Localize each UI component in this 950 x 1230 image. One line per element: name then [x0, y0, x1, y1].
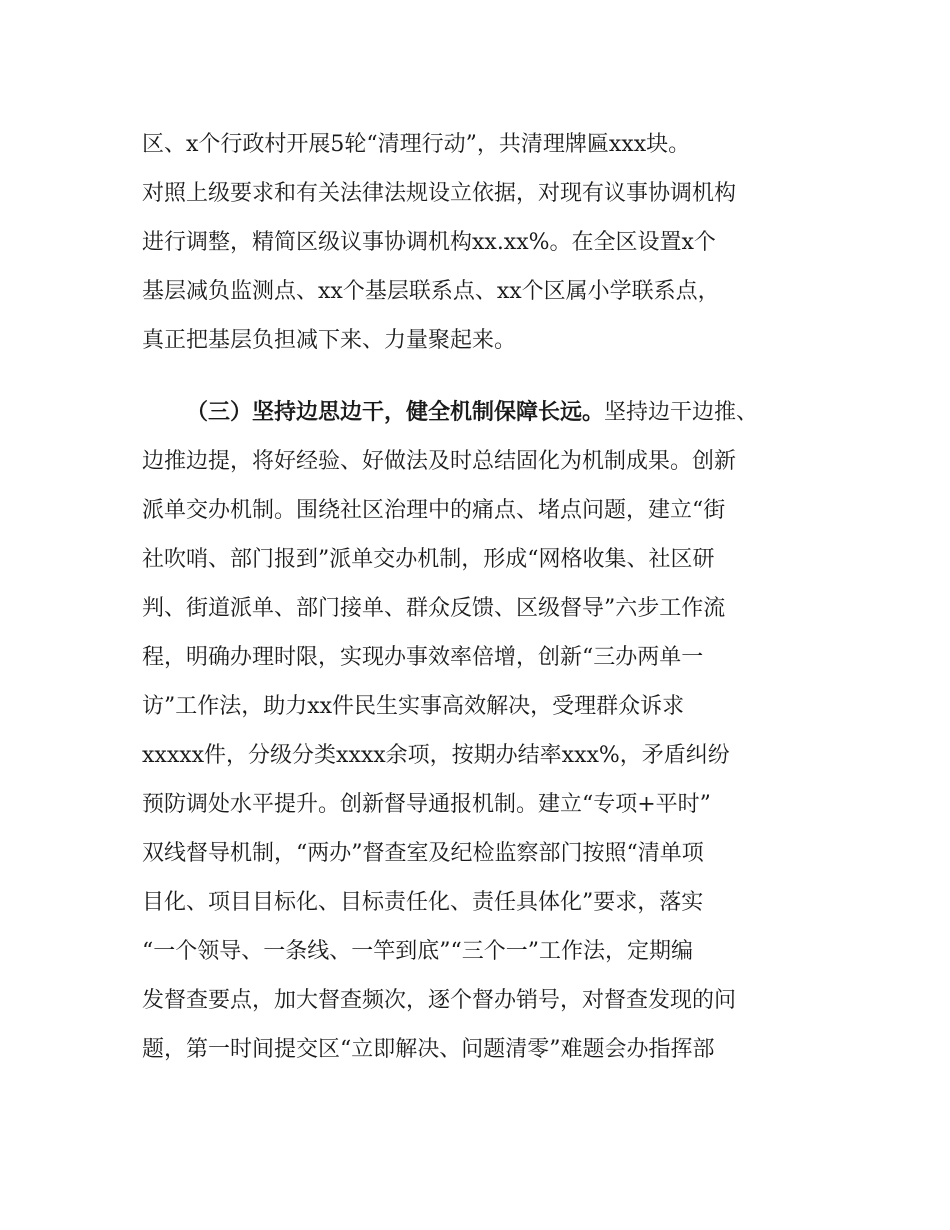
text-line: 进行调整，精简区级议事协调机构xx.xx%。在全区设置x个 [142, 230, 716, 255]
text-line: 判、街道派单、部门接单、群众反馈、区级督导”六步工作流 [142, 596, 726, 621]
heading-continuation: 坚持边干边推、 [604, 400, 759, 425]
text-line: 预防调处水平提升。创新督导通报机制。建立“专项+平时” [142, 792, 711, 817]
text-line: 程，明确办理时限，实现办事效率倍增，创新“三办两单一 [142, 645, 704, 670]
paragraph-2-first-line [142, 388, 822, 437]
text-line: 区、x个行政村开展5轮“清理行动”，共清理牌匾xxx块。 [142, 132, 691, 157]
paragraph-1 [142, 120, 822, 365]
document-body [142, 120, 822, 1074]
text-line: 派单交办机制。围绕社区治理中的痛点、堵点问题，建立“街 [142, 498, 726, 523]
text-line: 基层减负监测点、xx个基层联系点、xx个区属小学联系点， [142, 279, 720, 304]
text-line: 真正把基层负担减下来、力量聚起来。 [142, 328, 517, 353]
text-line: 社吹哨、部门报到”派单交办机制，形成“网格收集、社区研 [142, 547, 715, 572]
paragraph-2 [142, 388, 822, 1074]
text-line: 双线督导机制，“两办”督查室及纪检监察部门按照“清单项 [142, 841, 704, 866]
text-line: “一个领导、一条线、一竿到底”“三个一”工作法，定期编 [142, 939, 693, 964]
text-line: 题，第一时间提交区“立即解决、问题清零”难题会办指挥部 [142, 1037, 715, 1062]
paragraph-spacer [142, 365, 822, 388]
text-line: 边推边提，将好经验、好做法及时总结固化为机制成果。创新 [142, 449, 737, 474]
text-line: 访”工作法，助力xx件民生实事高效解决，受理群众诉求 [142, 694, 685, 719]
text-line: 对照上级要求和有关法律法规设立依据，对现有议事协调机构 [142, 181, 737, 206]
text-line: 目化、项目目标化、目标责任化、责任具体化”要求，落实 [142, 890, 704, 915]
text-line: xxxxx件，分级分类xxxx余项，按期办结率xxx%，矛盾纠纷 [142, 743, 730, 768]
section-heading: （三）坚持边思边干，健全机制保障长远。 [186, 400, 605, 425]
text-line: 发督查要点，加大督查频次，逐个督办销号，对督查发现的问 [142, 988, 737, 1013]
